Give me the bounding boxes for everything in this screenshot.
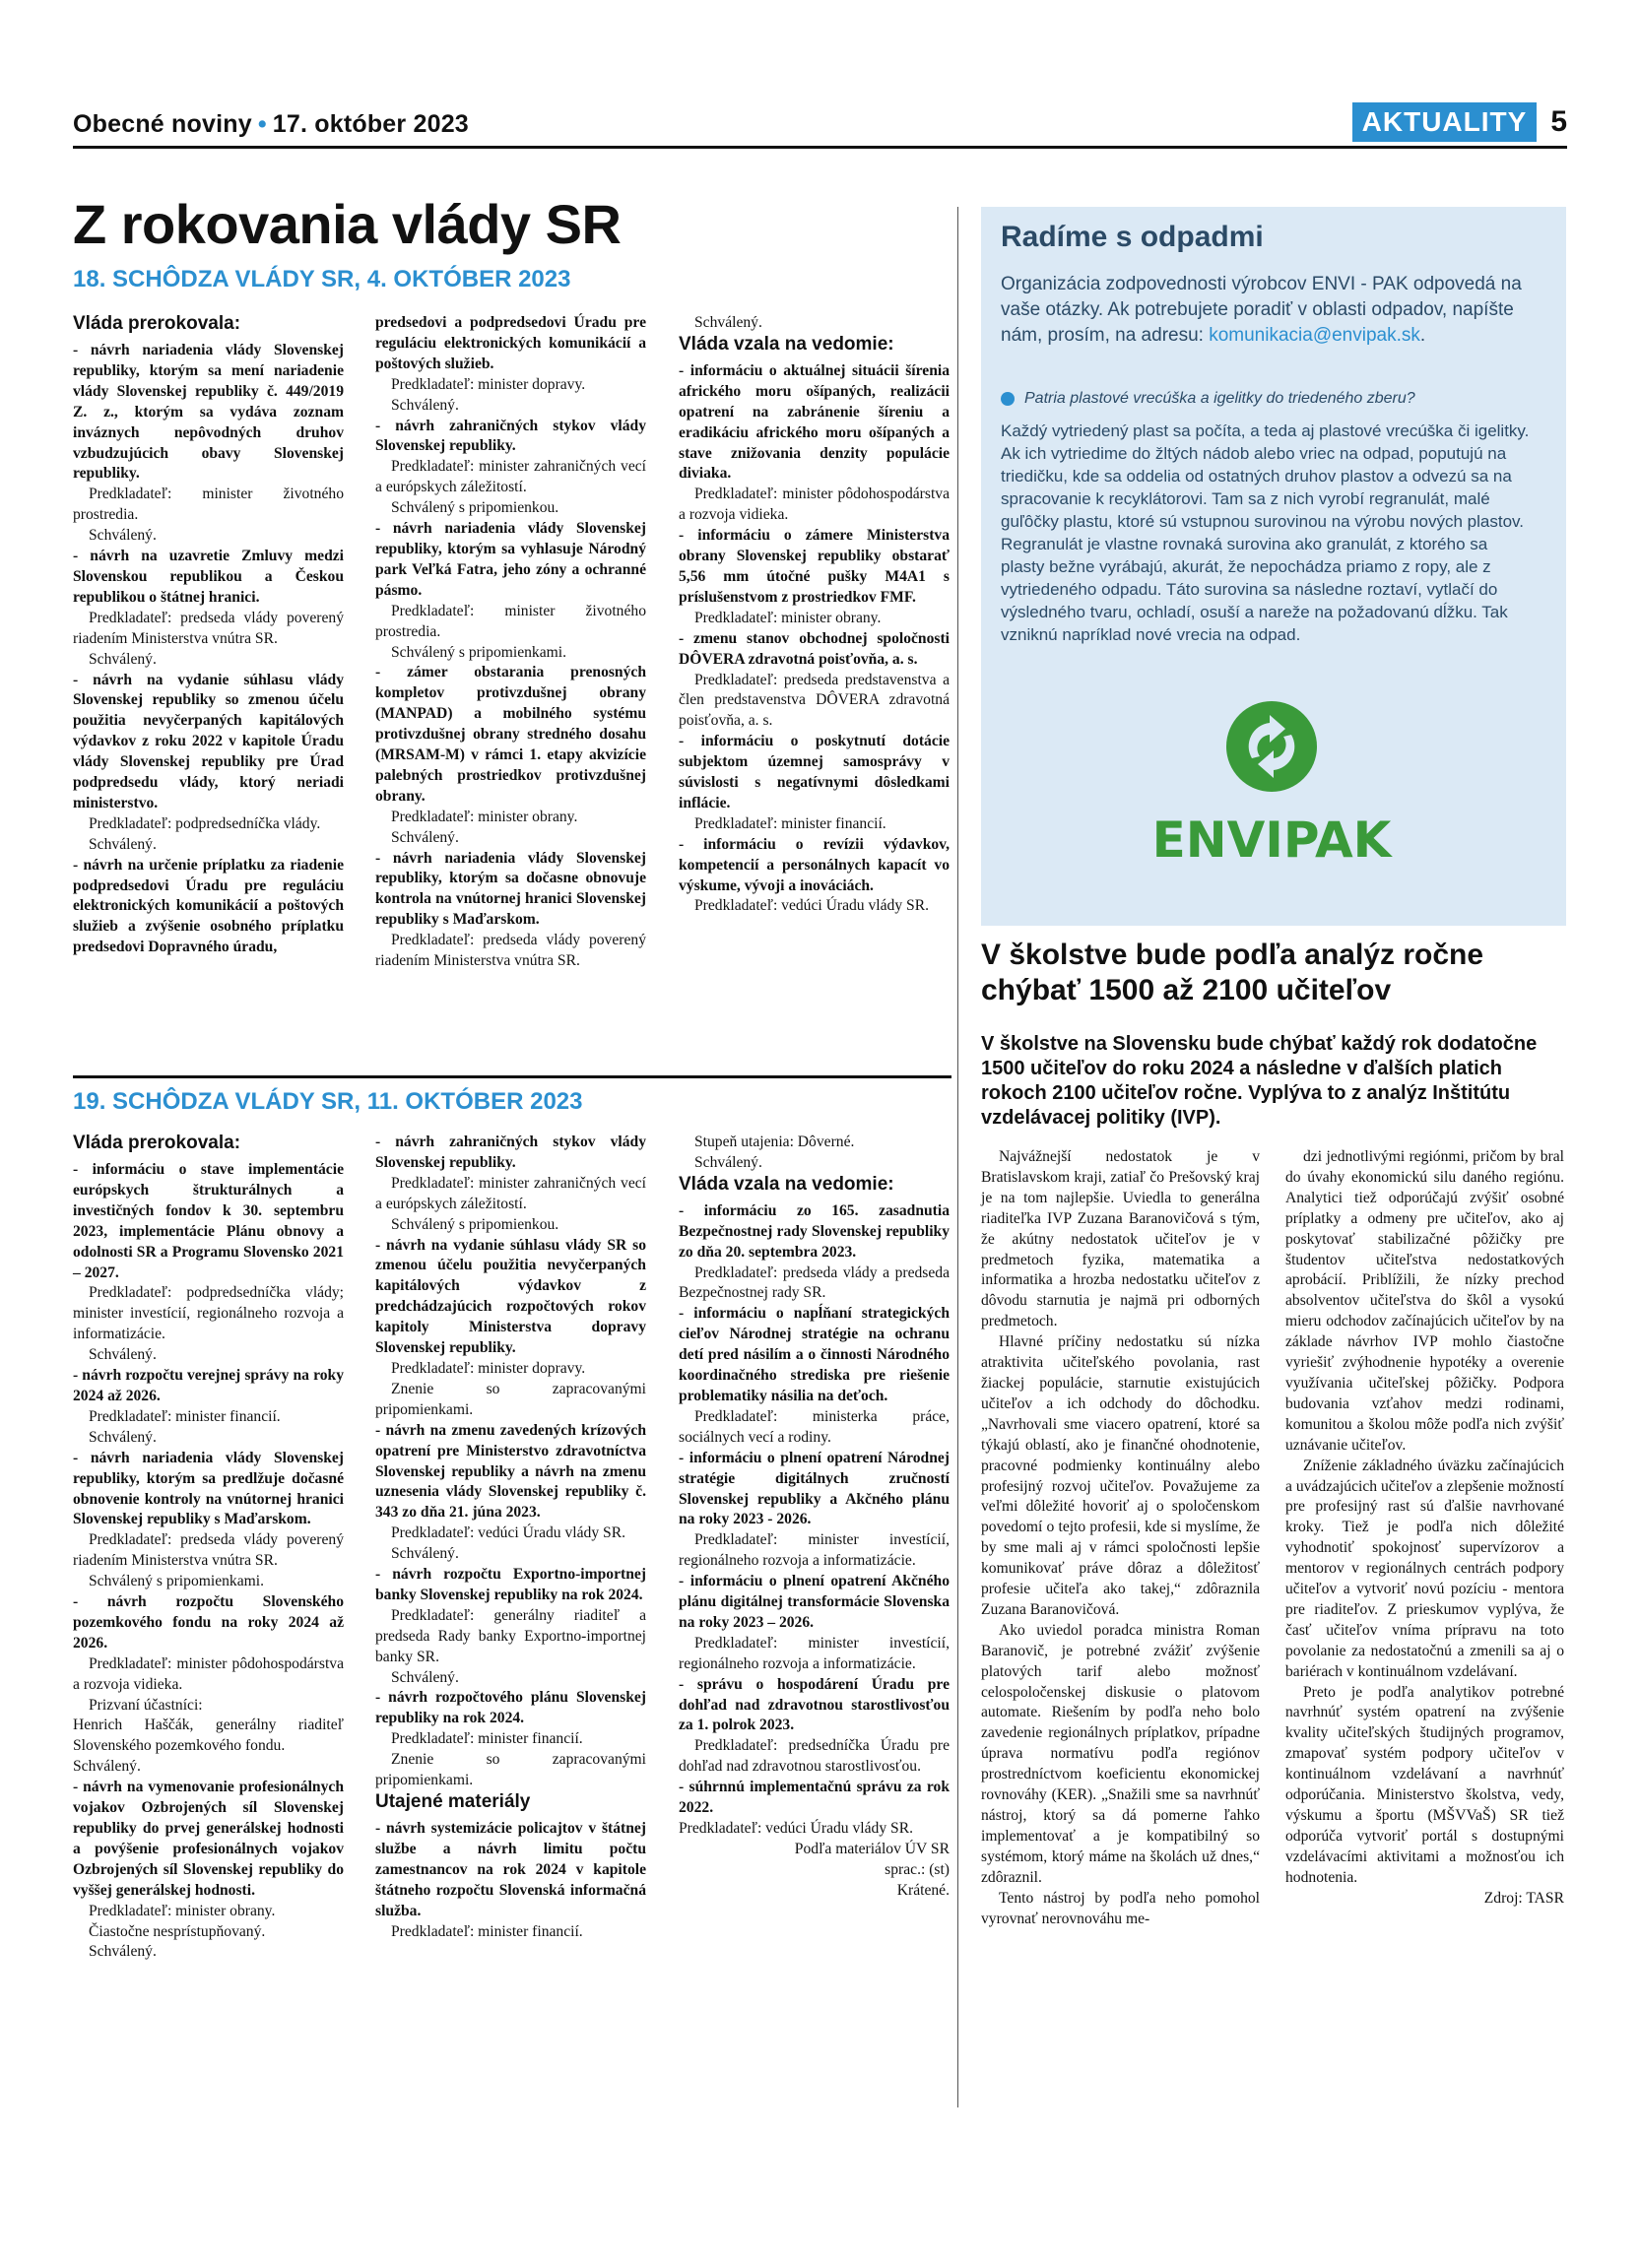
separator-dot: •: [257, 110, 267, 138]
agenda-paragraph: Predkladateľ: generálny riaditeľ a predseda Rady banky Exportno-importnej banky SR.: [375, 1606, 646, 1665]
agenda-paragraph: - súhrnnú implementačnú správu za rok 2022.: [679, 1779, 950, 1817]
session-18-column-3: [679, 313, 950, 917]
agenda-paragraph: Predkladateľ: predseda vlády a predseda Bezpečnostnej rady SR.: [679, 1264, 950, 1302]
agenda-paragraph: - informáciu o revízii výdavkov, kompetencií a personálnych kapacít vo výskume, vývoji a inováciách.: [679, 835, 950, 894]
agenda-paragraph: Predkladateľ: vedúci Úradu vlády SR.: [391, 1524, 626, 1542]
agenda-paragraph: Predkladateľ: minister obrany.: [89, 1902, 276, 1919]
agenda-paragraph: Predkladateľ: minister financií.: [391, 1922, 583, 1940]
article-paragraph: Ako uviedol poradca ministra Roman Baranovič, je potrebné zvážiť zvýšenie platových tarif alebo možnosť celospoločenskej diskusie o platovom automate. Riešením by podľa neho bolo zavedenie regionálnych príplatkov, prípadne úprava normatívu podľa regiónov prostredníctvom koeficientu ekonomickej rovnováhy (KER). „Snažili sme sa navrhnúť nástroj, ktorý sa dá pomerne ľahko implementovať a je kompatibilný so systémom, ktorý máme na školách už dnes,“ zdôraznil.: [981, 1621, 1260, 1886]
subheading: Vláda prerokovala:: [73, 313, 241, 334]
session-18-column-2: [375, 313, 646, 972]
subheading: Vláda prerokovala:: [73, 1133, 241, 1153]
section-header: [1352, 102, 1567, 142]
agenda-paragraph: Predkladateľ: podpredsedníčka vlády.: [89, 814, 321, 832]
agenda-paragraph: - informáciu o stave implementácie európskych štrukturálnych a investičných fondov k 30. septembru 2023, implementácie Plánu obnovy a odolnosti SR a Programu Slovensko 2021 – 2027.: [73, 1161, 344, 1281]
agenda-paragraph: Predkladateľ: minister zahraničných vecí a európskych záležitostí.: [375, 458, 646, 496]
article-title: V školstve bude podľa analýz ročne chýbať 1500 až 2100 učiteľov: [981, 939, 1484, 1006]
agenda-paragraph: - návrh na zmenu zavedených krízových opatrení pre Ministerstvo zdravotníctva Slovenskej republiky a návrh na zmenu uznesenia vlády Slovenskej republiky č. 343 zo dňa 21. júna 2023.: [375, 1421, 646, 1522]
subheading: Vláda vzala na vedomie:: [679, 1173, 894, 1195]
agenda-paragraph: - návrh na vydanie súhlasu vlády SR so zmenou účelu použitia nevyčerpaných kapitálových výdavkov z predchádzajúcich rozpočtových rokov kapitoly Ministerstva dopravy Slovenskej republiky.: [375, 1236, 646, 1357]
recycle-icon: [1104, 699, 1439, 876]
agenda-paragraph: Čiastočne nesprístupňovaný.: [89, 1922, 266, 1940]
masthead: [73, 110, 469, 139]
envipak-logo: [1104, 699, 1439, 876]
article-paragraph: Zníženie základného úväzku začínajúcich a uvádzajúcich učiteľov a zlepšenie možností pre profesijný rast sú ďalšie navrhované kroky. Tiež je podľa nich dôležité vyhodnotiť spokojnosť supervízorov a mentorov v regionálnych centrách podpory učiteľov a vytvoriť novú pozíciu - mentora pre riaditeľov. Z prieskumov vyplýva, že časť učiteľov vníma prípravu na toto povolanie za nedostatočnú a zmenili sa aj o bariérach v kontinuálnom vzdelávaní.: [1285, 1457, 1565, 1680]
agenda-paragraph: Predkladateľ: minister životného prostredia.: [375, 602, 646, 640]
agenda-paragraph: Schválený.: [89, 650, 157, 668]
issue-date: 17. október 2023: [272, 110, 469, 138]
agenda-paragraph: Znenie so zapracovanými pripomienkami.: [375, 1751, 646, 1789]
article-paragraph: Preto je podľa analytikov potrebné navrhnúť systém opatrení na zvýšenie kvality učiteľských študijných programov, zmapovať systém podpory učiteľov v kontinuálnom vzdelávaní a navrhnúť odporúčania. Ministerstvo školstva, vedy, výskumu a športu (MŠVVaŠ) SR tiež odporúča vytvoriť portál s dostupnými vzdelávacími aktivitami a možnosťou ich hodnotenia.: [1285, 1683, 1564, 1886]
agenda-paragraph: - návrh rozpočtu Exportno-importnej banky Slovenskej republiky na rok 2024.: [375, 1566, 646, 1603]
agenda-paragraph: Predkladateľ: minister dopravy.: [391, 1359, 586, 1377]
agenda-paragraph: Schválený.: [89, 835, 157, 853]
agenda-paragraph: Predkladateľ: minister pôdohospodárstva a rozvoja vidieka.: [73, 1654, 344, 1693]
agenda-paragraph: - informáciu o aktuálnej situácii šírenia afrického moru ošípaných, realizácii opatrení na zabránenie šíreniu a eradikáciu afrického moru ošípaných a stave znižovania denzity populácie diviaka.: [679, 361, 950, 483]
agenda-paragraph: Predkladateľ: minister obrany.: [694, 609, 882, 626]
agenda-paragraph: Schválený.: [89, 1428, 157, 1446]
agenda-paragraph: Predkladateľ: predseda vlády poverený riadením Ministerstva vnútra SR.: [375, 932, 646, 970]
agenda-paragraph: Predkladateľ: minister dopravy.: [391, 375, 586, 393]
agenda-paragraph: Predkladateľ: predsedníčka Úradu pre dohľad nad zdravotnou starostlivosťou.: [679, 1737, 950, 1776]
agenda-paragraph: Predkladateľ: minister financií.: [694, 814, 886, 832]
agenda-paragraph: - informáciu o plnení opatrení Národnej stratégie digitálnych zručností Slovenskej republiky a Akčného plánu na roky 2023 - 2026.: [679, 1449, 950, 1528]
agenda-paragraph: - návrh nariadenia vlády Slovenskej republiky, ktorým sa predlžuje dočasné obnovenie kontroly na vnútornej hranici Slovenskej republiky s Maďarskom.: [73, 1449, 344, 1528]
agenda-paragraph: Schválený s pripomienkou.: [391, 1215, 559, 1233]
agenda-paragraph: - návrh rozpočtu verejnej správy na roky 2024 až 2026.: [73, 1367, 344, 1404]
agenda-paragraph: - zmenu stanov obchodnej spoločnosti DÔVERA zdravotná poisťovňa, a. s.: [679, 629, 950, 668]
agenda-paragraph: predsedovi a podpredsedovi Úradu pre reguláciu elektronických komunikácií a poštových služieb.: [375, 314, 646, 372]
agenda-paragraph: Stupeň utajenia: Dôverné.: [694, 1134, 855, 1150]
session-18-title: 18. SCHÔDZA VLÁDY SR, 4. OKTÓBER 2023: [73, 266, 571, 292]
agenda-paragraph: - návrh rozpočtového plánu Slovenskej republiky na rok 2024.: [375, 1689, 646, 1727]
agenda-paragraph: - informáciu o poskytnutí dotácie subjektom územnej samosprávy v súvislosti s negatívnymi dôsledkami inflácie.: [679, 733, 950, 811]
agenda-paragraph: - návrh nariadenia vlády Slovenskej republiky, ktorým sa vyhlasuje Národný park Veľká Fatra, jeho zóny a ochranné pásmo.: [375, 520, 646, 599]
paper-name: Obecné noviny: [73, 110, 252, 138]
agenda-paragraph: - informáciu o napĺňaní strategických cieľov Národnej stratégie na ochranu detí pred násilím a o činnosti Národného koordinačného strediska pre riešenie problematiky násilia na deťoch.: [679, 1305, 950, 1404]
advice-question-text: Patria plastové vrecúška a igelitky do triedeného zberu?: [1024, 390, 1415, 407]
session-divider: [73, 1075, 951, 1078]
agenda-paragraph: Schválený.: [694, 1153, 762, 1171]
article-column-2: [1285, 1147, 1564, 1910]
agenda-paragraph: - návrh nariadenia vlády Slovenskej republiky, ktorým sa dočasne obnovuje kontrola na vnútornej hranici Slovenskej republiky s Maďarskom.: [375, 849, 646, 929]
article-paragraph: Tento nástroj by podľa neho pomohol vyrovnať nerovnováhu me-: [981, 1889, 1260, 1927]
advice-answer: Každý vytriedený plast sa počíta, a teda aj plastové vrecúška či igelitky. Ak ich vytriedime do žltých nádob alebo vriec na odpad, poputujú na triedičku, kde sa oddelia od ostatných druhov plastov a odvezú sa na spracovanie k recyklátorovi. Tam sa z nich vyrobí regranulát, malé guľôčky plastu, ktoré sú vstupnou surovinou na výrobu nových plastov. Regranulát je vlastne rovnaká surovina ako granulát, z ktorého sa plasty bežne vyrábajú, akurát, že nepochádza priamo z ropy, ale z vytriedeného odpadu. Táto surovina sa následne roztaví, vytlačí do výsledného tvaru, ochladí, osuší a nareže na požadovanú dĺžku. Tak vzniknú napríklad nové vrecia na odpad.: [1001, 421, 1530, 644]
agenda-paragraph: Prizvaní účastníci:: [89, 1696, 203, 1714]
article-paragraph: Najvážnejší nedostatok je v Bratislavskom kraji, zatiaľ čo Prešovský kraj je na tom najlepšie. Uviedla to generálna riaditeľka IVP Zuzana Baranovičová s tým, že akútny nedostatok učiteľov je v predmetoch fyzika, matematika a informatika a hrozba nedostatku učiteľov z dôvodu starnutia je najmä pri odborných predmetoch.: [981, 1148, 1260, 1330]
agenda-paragraph: Predkladateľ: ministerka práce, sociálnych vecí a rodiny.: [679, 1407, 950, 1446]
advice-title: Radíme s odpadmi: [1001, 221, 1264, 253]
article-lead: V školstve na Slovensku bude chýbať každý rok dodatočne 1500 učiteľov do roku 2024 a následne v ďalších platich rokoch 2100 učiteľov ročne. Vyplýva to z analýz Inštitútu vzdelávacej politiky (IVP).: [981, 1033, 1538, 1129]
column-divider: [957, 207, 958, 2107]
advice-intro: [1001, 272, 1548, 349]
article-paragraph: Hlavné príčiny nedostatku sú nízka atraktivita učiteľského povolania, rast žiackej populácie, starnutie existujúcich učiteľov a ich odchody do dôchodku. „Navrhovali sme viacero opatrení, ktoré sa týkajú oblastí, ako je finančné ohodnotenie, pracovné podmienky kontinuálny alebo profesijný rozvoj učiteľov. Považujeme za veľmi dôležité hovoriť aj o spoločenskom povedomí o tejto profesii, kde si myslíme, že by sme mali aj v rámci spoločnosti lepšie komunikovať práve dôraz a dôležitosť profesie učiteľa ako takej,“ zdôraznila Zuzana Baranovičová.: [981, 1333, 1260, 1618]
agenda-paragraph: Predkladateľ: minister investícií, regionálneho rozvoja a informatizácie.: [679, 1634, 950, 1672]
agenda-paragraph: Predkladateľ: predseda vlády poverený riadením Ministerstva vnútra SR.: [73, 1531, 344, 1570]
advice-question: [1001, 390, 1548, 408]
logo-wordmark: ENVIPAK: [1151, 811, 1392, 869]
agenda-paragraph: Predkladateľ: minister financií.: [89, 1407, 281, 1425]
agenda-paragraph: Schválený.: [89, 1943, 157, 1961]
agenda-paragraph: - informáciu o zámere Ministerstva obrany Slovenskej republiky obstarať 5,56 mm útočné pušky M4A1 s príslušenstvom z prostriedkov FMF.: [679, 527, 950, 606]
agenda-paragraph: - návrh nariadenia vlády Slovenskej republiky, ktorým sa mení nariadenie vlády Slovenskej republiky č. 449/2019 Z. z., ktorým sa vydáva zoznam inváznych nepôvodných druhov vzbudzujúcich obavy Slovenskej republiky.: [73, 342, 344, 483]
agenda-paragraph: - návrh zahraničných stykov vlády Slovenskej republiky.: [375, 1134, 646, 1171]
session-19-title: 19. SCHÔDZA VLÁDY SR, 11. OKTÓBER 2023: [73, 1088, 583, 1115]
agenda-paragraph: - správu o hospodárení Úradu pre dohľad nad zdravotnou starostlivosťou za 1. polrok 2023.: [679, 1675, 950, 1734]
agenda-paragraph: Schválený.: [391, 1545, 459, 1563]
agenda-paragraph: Predkladateľ: minister financií.: [391, 1730, 583, 1748]
agenda-paragraph: Schválený.: [89, 527, 157, 545]
agenda-paragraph: - návrh na určenie príplatku za riadenie podpredsedovi Úradu pre reguláciu elektronických komunikácií a poštových služieb a zvýšenie osobného príplatku predsedovi Dopravného úradu,: [73, 856, 344, 956]
agenda-paragraph: Predkladateľ: vedúci Úradu vlády SR.: [679, 1820, 914, 1837]
agenda-paragraph: Schválený.: [391, 1668, 459, 1686]
section-label: AKTUALITY: [1352, 102, 1538, 142]
advice-email-link[interactable]: komunikacia@envipak.sk: [1209, 325, 1420, 346]
agenda-paragraph: Schválený s pripomienkami.: [89, 1573, 264, 1590]
agenda-paragraph: Predkladateľ: minister investícií, regionálneho rozvoja a informatizácie.: [679, 1531, 950, 1570]
bullet-icon: [1001, 392, 1015, 406]
agenda-paragraph: - informáciu o plnení opatrení Akčného plánu digitálnej transformácie Slovenska na roky 2023 – 2026.: [679, 1573, 950, 1631]
agenda-paragraph: Predkladateľ: minister zahraničných vecí a európskych záležitostí.: [375, 1174, 646, 1212]
agenda-paragraph: - zámer obstarania prenosných kompletov protivzdušnej obrany (MANPAD) a mobilného systému protivzdušnej obrany stredného dosahu (MRSAM-M) v rámci 1. etapy akvizície palebných prostriedkov protivzdušnej obrany.: [375, 664, 646, 805]
agenda-paragraph: - návrh na uzavretie Zmluvy medzi Slovenskou republikou a Českou republikou o štátnej hranici.: [73, 548, 344, 606]
agenda-paragraph: - návrh zahraničných stykov vlády Slovenskej republiky.: [375, 417, 646, 455]
agenda-paragraph: - návrh na vydanie súhlasu vlády Slovenskej republiky so zmenou účelu použitia nevyčerpaných kapitálových výdavkov z roku 2022 v kapitole Úradu vlády Slovenskej republiky pre Úrad podpredsedu vlády, ktorý neriadi ministerstvo.: [73, 671, 344, 811]
agenda-paragraph: Predkladateľ: minister obrany.: [391, 808, 578, 825]
agenda-paragraph: Henrich Haščák, generálny riaditeľ Slovenského pozemkového fondu.: [73, 1717, 344, 1755]
article-source: Zdroj: TASR: [1483, 1889, 1564, 1907]
article-paragraph: dzi jednotlivými regiónmi, pričom by bral do úvahy ekonomickú silu daného regiónu. Analytici tiež odporúčajú zvýšiť osobné príplatky a odmeny pre učiteľov, ako aj poskytovať stabilizačné pôžičky pre študentov učiteľstva nedostatkových aprobácií. Priblížili, že nízky prechod absolventov učiteľstva do škôl a vysokú mieru odchodov začínajúcich učiteľov by na základe návrhov IVP mohlo čiastočne vyriešiť zvýhodnenie hypotéky a overenie využívania učiteľskej pôžičky. Podpora budovania vzťahov medzi rodinami, komunitou a školou môže podľa nich zvýšiť uznávanie učiteľov.: [1285, 1148, 1564, 1454]
page-number: 5: [1550, 105, 1567, 138]
agenda-paragraph: - informáciu zo 165. zasadnutia Bezpečnostnej rady Slovenskej republiky zo dňa 20. septembra 2023.: [679, 1201, 950, 1261]
agenda-paragraph: Schválený s pripomienkou.: [391, 499, 559, 517]
session-18-column-1: [73, 313, 344, 958]
agenda-paragraph: Schválený.: [73, 1758, 141, 1776]
agenda-paragraph: Predkladateľ: predseda predstavenstva a člen predstavenstva DÔVERA zdravotná poisťovňa, a. s.: [679, 671, 950, 730]
agenda-paragraph: Predkladateľ: minister životného prostredia.: [73, 486, 344, 524]
agenda-paragraph: - návrh rozpočtu Slovenského pozemkového fondu na roky 2024 až 2026.: [73, 1593, 344, 1652]
subheading: Utajené materiály: [375, 1791, 531, 1812]
agenda-paragraph: Krátené.: [896, 1881, 950, 1899]
advice-intro-text: Organizácia zodpovednosti výrobcov ENVI - PAK odpovedá na vaše otázky. Ak potrebujete poradiť v oblasti odpadov, napíšte nám, prosím, na adresu:: [1001, 274, 1522, 346]
agenda-paragraph: Schválený.: [694, 314, 762, 331]
header-rule: [73, 146, 1567, 149]
agenda-paragraph: Predkladateľ: predseda vlády poverený riadením Ministerstva vnútra SR.: [73, 609, 344, 647]
session-19-column-2: [375, 1133, 646, 1942]
agenda-paragraph: Schválený s pripomienkami.: [391, 643, 566, 661]
agenda-paragraph: Predkladateľ: vedúci Úradu vlády SR.: [694, 897, 930, 915]
advice-intro-end: .: [1419, 325, 1426, 346]
advice-box: [981, 207, 1566, 926]
subheading: Vláda vzala na vedomie:: [679, 333, 894, 355]
agenda-paragraph: Predkladateľ: podpredsedníčka vlády; minister investícií, regionálneho rozvoja a informatizácie.: [73, 1284, 344, 1343]
agenda-paragraph: Znenie so zapracovanými pripomienkami.: [375, 1380, 646, 1418]
agenda-paragraph: sprac.: (st): [885, 1860, 950, 1878]
agenda-paragraph: - návrh na vymenovanie profesionálnych vojakov Ozbrojených síl Slovenskej republiky do prvej generálskej hodnosti a povýšenie profesionálnych vojakov Ozbrojených síl Slovenskej republiky do vyššej generálskej hodnosti.: [73, 1779, 344, 1899]
agenda-paragraph: Podľa materiálov ÚV SR: [794, 1840, 950, 1857]
agenda-paragraph: Schválený.: [391, 396, 459, 414]
session-19-column-1: [73, 1133, 344, 1963]
session-19-column-3: [679, 1133, 950, 1902]
agenda-paragraph: Schválený.: [89, 1346, 157, 1364]
agenda-paragraph: - návrh systemizácie policajtov v štátnej službe a návrh limitu počtu zamestnancov na rok 2024 v kapitole štátneho rozpočtu Slovenská informačná služba.: [375, 1820, 646, 1919]
article-column-1: [981, 1147, 1260, 1929]
agenda-paragraph: Schválený.: [391, 828, 459, 846]
page-title: Z rokovania vlády SR: [73, 193, 622, 255]
agenda-paragraph: Predkladateľ: minister pôdohospodárstva a rozvoja vidieka.: [679, 486, 950, 524]
